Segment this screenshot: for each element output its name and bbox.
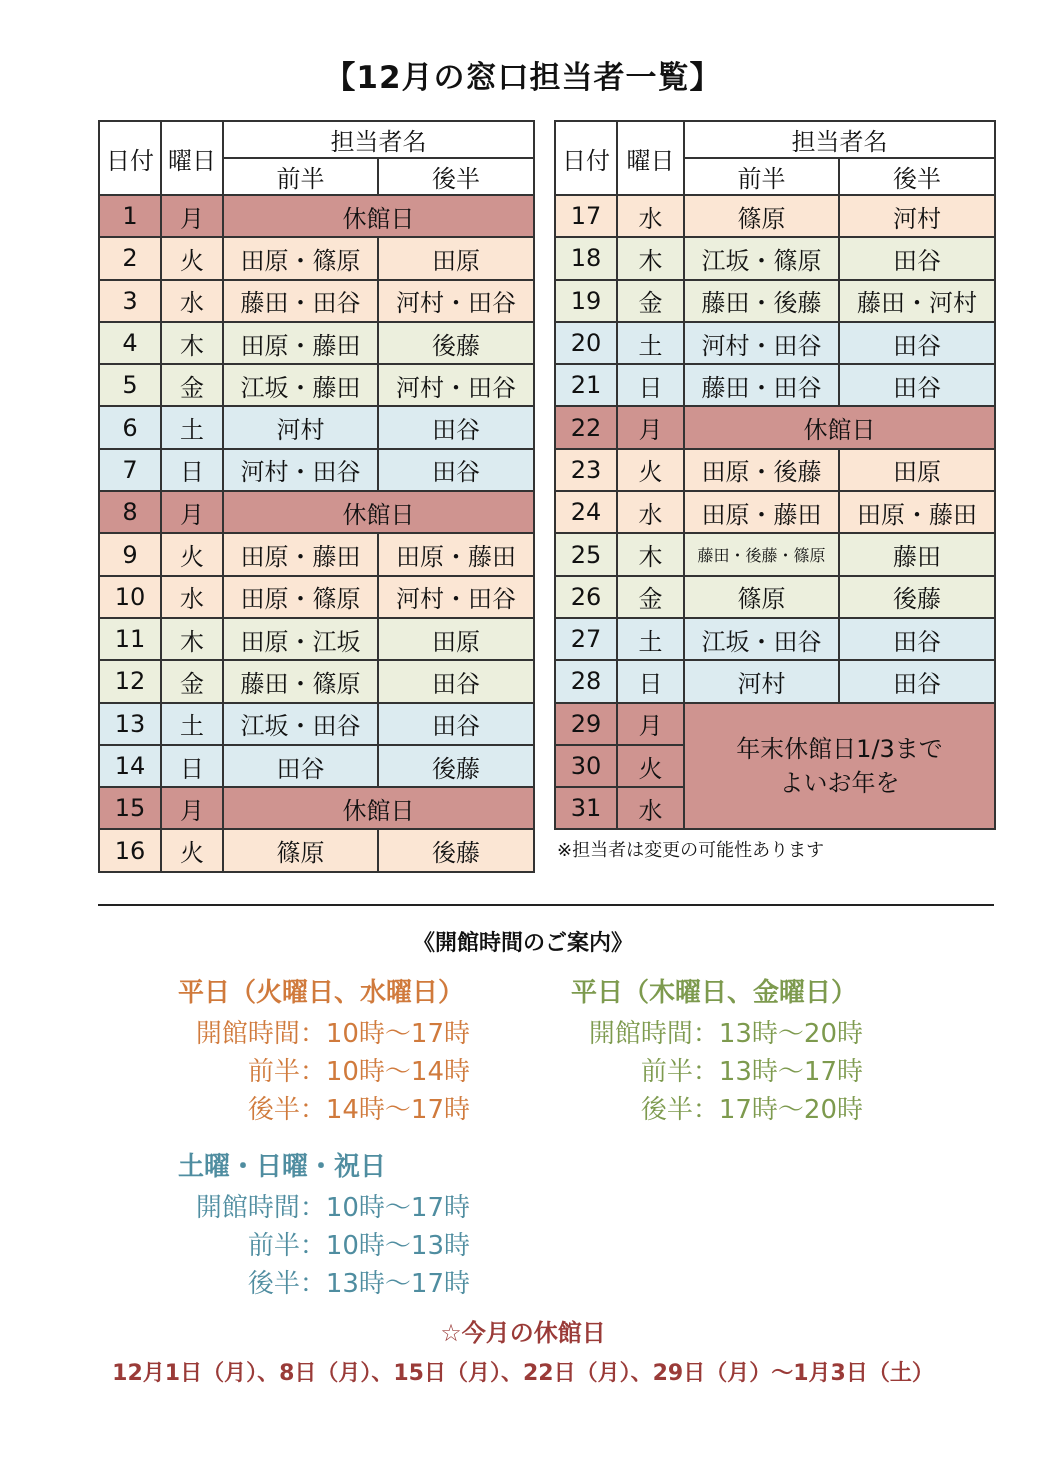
first-half-cell: 田原・篠原: [223, 237, 378, 279]
closed-cell: 休館日: [223, 787, 534, 829]
date-cell: 21: [555, 364, 617, 406]
second-half-cell: 後藤: [839, 576, 995, 618]
first-half-cell: 田原・藤田: [223, 322, 378, 364]
table-row: [555, 449, 995, 491]
hours-first: 前半：13時～17時: [640, 1057, 863, 1087]
divider: [98, 904, 994, 906]
schedule-table-right: [554, 120, 996, 830]
header-second-half: 後半: [378, 158, 534, 195]
table-row: [99, 618, 534, 660]
closed-cell: 休館日: [684, 406, 995, 448]
weekday-cell: 木: [617, 237, 684, 279]
first-half-cell: 篠原: [684, 195, 839, 237]
closed-days-list: 12月1日（月）、8日（月）、15日（月）、22日（月）、29日（月）～1月3日（土）: [112, 1361, 934, 1386]
hours-second: 後半：13時～17時: [247, 1269, 470, 1299]
header-weekday: 曜日: [161, 121, 223, 195]
change-note: ※担当者は変更の可能性あります: [557, 840, 825, 861]
first-half-cell: 藤田・田谷: [223, 280, 378, 322]
date-cell: 12: [99, 660, 161, 702]
second-half-cell: 河村・田谷: [378, 576, 534, 618]
weekday-cell: 日: [161, 745, 223, 787]
hours-heading: 土曜・日曜・祝日: [178, 1152, 387, 1182]
date-cell: 19: [555, 280, 617, 322]
first-half-cell: 藤田・後藤: [684, 280, 839, 322]
header-date: 日付: [555, 121, 617, 195]
date-cell: 6: [99, 406, 161, 448]
header-weekday: 曜日: [617, 121, 684, 195]
weekday-cell: 火: [161, 237, 223, 279]
table-row: [555, 237, 995, 279]
weekday-cell: 日: [161, 449, 223, 491]
first-half-cell: 田原・江坂: [223, 618, 378, 660]
date-cell: 15: [99, 787, 161, 829]
second-half-cell: 田谷: [378, 703, 534, 745]
hours-weekend: [178, 1146, 470, 1303]
table-row: [99, 280, 534, 322]
second-half-cell: 田谷: [839, 364, 995, 406]
first-half-cell: 藤田・篠原: [223, 660, 378, 702]
table-row: [555, 491, 995, 533]
date-cell: 9: [99, 533, 161, 575]
second-half-cell: 田谷: [378, 406, 534, 448]
date-cell: 5: [99, 364, 161, 406]
weekday-cell: 金: [617, 576, 684, 618]
weekday-cell: 木: [161, 618, 223, 660]
weekday-cell: 木: [617, 533, 684, 575]
closed-cell: 休館日: [223, 195, 534, 237]
second-half-cell: 田原・藤田: [839, 491, 995, 533]
first-half-cell: 河村: [684, 660, 839, 702]
weekday-cell: 水: [161, 576, 223, 618]
date-cell: 28: [555, 660, 617, 702]
hours-open: 開館時間：13時～20時: [588, 1019, 863, 1049]
second-half-cell: 田谷: [839, 660, 995, 702]
header-first-half: 前半: [684, 158, 839, 195]
header-second-half: 後半: [839, 158, 995, 195]
closed-days-title: ☆今月の休館日: [440, 1319, 606, 1347]
first-half-cell: 田原・後藤: [684, 449, 839, 491]
table-row: [555, 195, 995, 237]
weekday-cell: 月: [617, 703, 684, 745]
table-row: [555, 533, 995, 575]
year-end-line: よいお年を: [779, 769, 900, 797]
first-half-cell: 藤田・後藤・篠原: [684, 533, 839, 575]
table-row: [99, 364, 534, 406]
hours-heading: 平日（木曜日、金曜日）: [571, 978, 858, 1008]
first-half-cell: 田原・藤田: [223, 533, 378, 575]
second-half-cell: 後藤: [378, 829, 534, 871]
table-row: [555, 364, 995, 406]
date-cell: 30: [555, 745, 617, 787]
weekday-cell: 木: [161, 322, 223, 364]
date-cell: 13: [99, 703, 161, 745]
second-half-cell: 田谷: [378, 449, 534, 491]
table-row: [99, 449, 534, 491]
date-cell: 3: [99, 280, 161, 322]
table-row: [555, 280, 995, 322]
weekday-cell: 火: [161, 533, 223, 575]
weekday-cell: 土: [161, 406, 223, 448]
weekday-cell: 水: [617, 491, 684, 533]
weekday-cell: 火: [161, 829, 223, 871]
date-cell: 20: [555, 322, 617, 364]
table-row: [99, 745, 534, 787]
date-cell: 18: [555, 237, 617, 279]
table-row: [99, 237, 534, 279]
first-half-cell: 河村・田谷: [223, 449, 378, 491]
weekday-cell: 土: [161, 703, 223, 745]
first-half-cell: 田原・藤田: [684, 491, 839, 533]
date-cell: 10: [99, 576, 161, 618]
second-half-cell: 田原: [378, 618, 534, 660]
date-cell: 8: [99, 491, 161, 533]
second-half-cell: 藤田・河村: [839, 280, 995, 322]
second-half-cell: 藤田: [839, 533, 995, 575]
table-row: [99, 660, 534, 702]
table-row: [555, 322, 995, 364]
table-row: [555, 576, 995, 618]
date-cell: 14: [99, 745, 161, 787]
second-half-cell: 河村・田谷: [378, 280, 534, 322]
table-row: [99, 491, 534, 533]
date-cell: 4: [99, 322, 161, 364]
weekday-cell: 日: [617, 364, 684, 406]
year-end-cell: [684, 703, 995, 830]
date-cell: 27: [555, 618, 617, 660]
table-row: [99, 195, 534, 237]
first-half-cell: 江坂・藤田: [223, 364, 378, 406]
table-row: [555, 406, 995, 448]
hours-open: 開館時間：10時～17時: [195, 1193, 470, 1223]
date-cell: 29: [555, 703, 617, 745]
weekday-cell: 日: [617, 660, 684, 702]
weekday-cell: 水: [617, 787, 684, 829]
second-half-cell: 田谷: [839, 618, 995, 660]
first-half-cell: 河村・田谷: [684, 322, 839, 364]
weekday-cell: 月: [161, 195, 223, 237]
table-row: [99, 829, 534, 871]
weekday-cell: 水: [617, 195, 684, 237]
weekday-cell: 金: [161, 660, 223, 702]
hours-tue-wed: [178, 972, 470, 1129]
table-row: [99, 576, 534, 618]
hours-thu-fri: [571, 972, 863, 1129]
weekday-cell: 土: [617, 618, 684, 660]
first-half-cell: 篠原: [223, 829, 378, 871]
header-staff: 担当者名: [223, 121, 534, 158]
weekday-cell: 火: [617, 745, 684, 787]
second-half-cell: 河村・田谷: [378, 364, 534, 406]
header-staff: 担当者名: [684, 121, 995, 158]
header-date: 日付: [99, 121, 161, 195]
table-row: [555, 703, 995, 745]
header-first-half: 前半: [223, 158, 378, 195]
table-row: [99, 406, 534, 448]
date-cell: 17: [555, 195, 617, 237]
second-half-cell: 後藤: [378, 745, 534, 787]
first-half-cell: 江坂・田谷: [684, 618, 839, 660]
weekday-cell: 火: [617, 449, 684, 491]
date-cell: 25: [555, 533, 617, 575]
first-half-cell: 河村: [223, 406, 378, 448]
second-half-cell: 田谷: [839, 237, 995, 279]
date-cell: 2: [99, 237, 161, 279]
date-cell: 26: [555, 576, 617, 618]
table-row: [555, 618, 995, 660]
weekday-cell: 月: [617, 406, 684, 448]
second-half-cell: 田谷: [839, 322, 995, 364]
first-half-cell: 江坂・篠原: [684, 237, 839, 279]
weekday-cell: 土: [617, 322, 684, 364]
date-cell: 22: [555, 406, 617, 448]
second-half-cell: 田谷: [378, 660, 534, 702]
date-cell: 16: [99, 829, 161, 871]
first-half-cell: 田原・篠原: [223, 576, 378, 618]
table-row: [99, 322, 534, 364]
table-row: [99, 787, 534, 829]
second-half-cell: 河村: [839, 195, 995, 237]
weekday-cell: 金: [617, 280, 684, 322]
second-half-cell: 田原: [378, 237, 534, 279]
date-cell: 1: [99, 195, 161, 237]
hours-first: 前半：10時～14時: [247, 1057, 470, 1087]
schedule-table-left: [98, 120, 535, 873]
date-cell: 23: [555, 449, 617, 491]
page-title: 【12月の窓口担当者一覧】: [324, 60, 722, 96]
weekday-cell: 金: [161, 364, 223, 406]
hours-heading: 平日（火曜日、水曜日）: [178, 978, 465, 1008]
first-half-cell: 篠原: [684, 576, 839, 618]
hours-first: 前半：10時～13時: [247, 1231, 470, 1261]
first-half-cell: 藤田・田谷: [684, 364, 839, 406]
weekday-cell: 月: [161, 491, 223, 533]
hours-open: 開館時間：10時～17時: [195, 1019, 470, 1049]
weekday-cell: 水: [161, 280, 223, 322]
date-cell: 7: [99, 449, 161, 491]
table-row: [99, 703, 534, 745]
second-half-cell: 田原: [839, 449, 995, 491]
hours-second: 後半：14時～17時: [247, 1095, 470, 1125]
date-cell: 11: [99, 618, 161, 660]
first-half-cell: 田谷: [223, 745, 378, 787]
year-end-line: 年末休館日1/3まで: [736, 735, 943, 763]
closed-cell: 休館日: [223, 491, 534, 533]
second-half-cell: 後藤: [378, 322, 534, 364]
table-row: [555, 660, 995, 702]
table-row: [99, 533, 534, 575]
second-half-cell: 田原・藤田: [378, 533, 534, 575]
hours-second: 後半：17時～20時: [640, 1095, 863, 1125]
date-cell: 24: [555, 491, 617, 533]
date-cell: 31: [555, 787, 617, 829]
hours-title: 《開館時間のご案内》: [412, 931, 633, 956]
first-half-cell: 江坂・田谷: [223, 703, 378, 745]
weekday-cell: 月: [161, 787, 223, 829]
